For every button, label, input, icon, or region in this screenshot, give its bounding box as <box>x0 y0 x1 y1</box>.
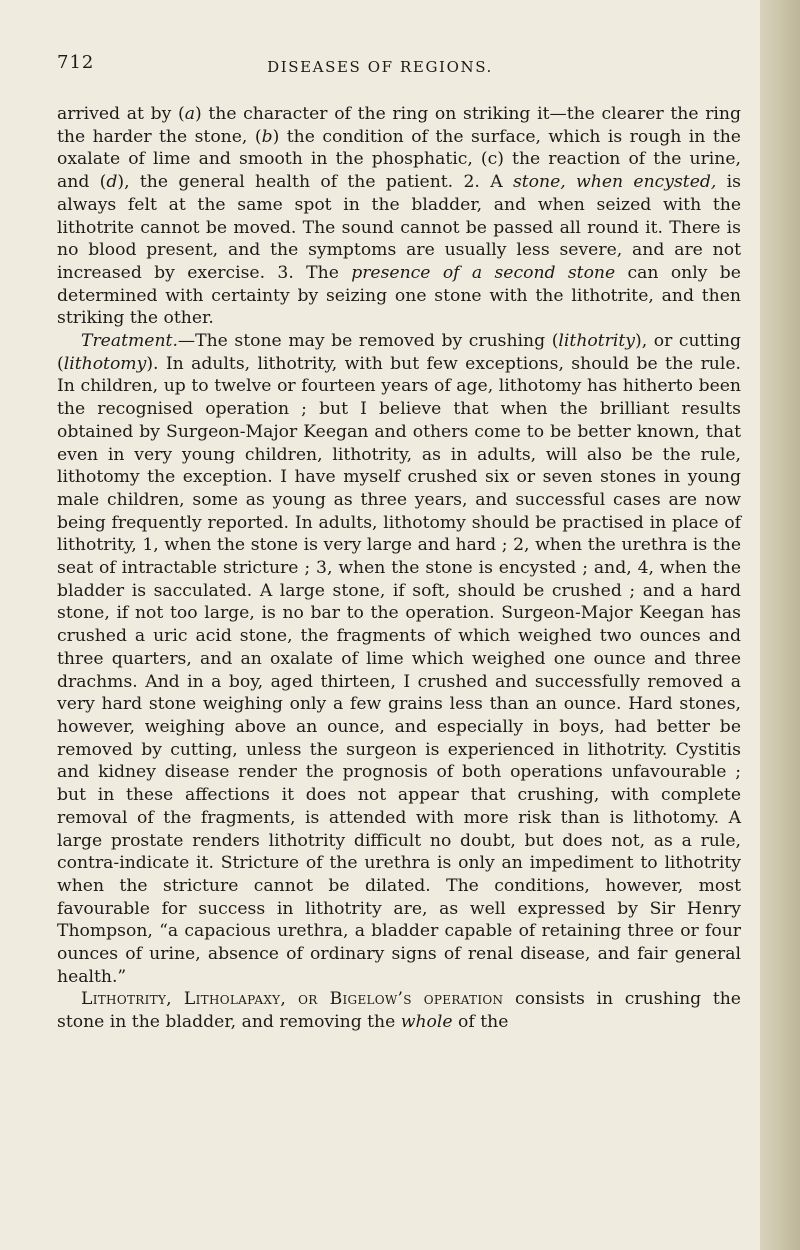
page-number: 712 <box>57 52 95 73</box>
page-edge <box>760 0 800 1250</box>
body-text <box>57 103 741 1034</box>
paragraph-lithotrity: Lithotrity, Litholapaxy, or Bigelow’s operation consists in crushing the stone in the bladder, and removing the whole of the <box>57 989 741 1033</box>
paragraph-diagnosis: arrived at by (a) the character of the ring on striking it—the clearer the ring the harder the stone, (b) the condition of the surface, which is rough in the oxalate of lime and smooth in the phosphatic, (c) the reaction of the urine, and (d), the general health of the patient. 2. A stone, when encysted, is always felt at the same spot in the bladder, and when seized with the lithotrite cannot be moved. The sound cannot be passed all round it. There is no blood present, and the symptoms are usually less severe, and are not increased by exercise. 3. The presence of a second stone can only be determined with certainty by seizing one stone with the lithotrite, and then striking the other. <box>57 104 741 329</box>
paragraph-treatment: Treatment.—The stone may be removed by crushing (lithotrity), or cutting (lithotomy). In adults, lithotrity, with but few exceptions, should be the rule. In children, up to twelve or fourteen years of age, lithotomy has hitherto been the recognised operation ; but I believe that when the brilliant results obtained by Surgeon-Major Keegan and others come to be better known, that even in very young children, lithotrity, as in adults, will also be the rule, lithotomy the exception. I have myself crushed six or seven stones in young male children, some as young as three years, and successful cases are now being frequently reported. In adults, lithotomy should be practised in place of lithotrity, 1, when the stone is very large and hard ; 2, when the urethra is the seat of intractable stricture ; 3, when the stone is encysted ; and, 4, when the bladder is sacculated. A large stone, if soft, should be crushed ; and a hard stone, if not too large, is no bar to the operation. Surgeon-Major Keegan has crushed a uric acid stone, the fragments of which weighed two ounces and three quarters, and an oxalate of lime which weighed one ounce and three drachms. And in a boy, aged thirteen, I crushed and successfully removed a very hard stone weighing only a few grains less than an ounce. Hard stones, however, weighing above an ounce, and especially in boys, had better be removed by cutting, unless the surgeon is experienced in lithotrity. Cystitis and kidney disease render the prognosis of both operations unfavourable ; but in these affections it does not appear that crushing, with complete removal of the fragments, is attended with more risk than is lithotomy. A large prostate renders lithotrity difficult no doubt, but does not, as a rule, contra-indicate it. Stricture of the urethra is only an impediment to lithotrity when the stricture cannot be dilated. The conditions, however, most favourable for success in lithotrity are, as well expressed by Sir Henry Thompson, “a capacious urethra, a bladder capable of retaining three or four ounces of urine, absence of ordinary signs of renal disease, and fair general health.” <box>57 331 741 987</box>
running-head: DISEASES OF REGIONS. <box>267 58 493 76</box>
